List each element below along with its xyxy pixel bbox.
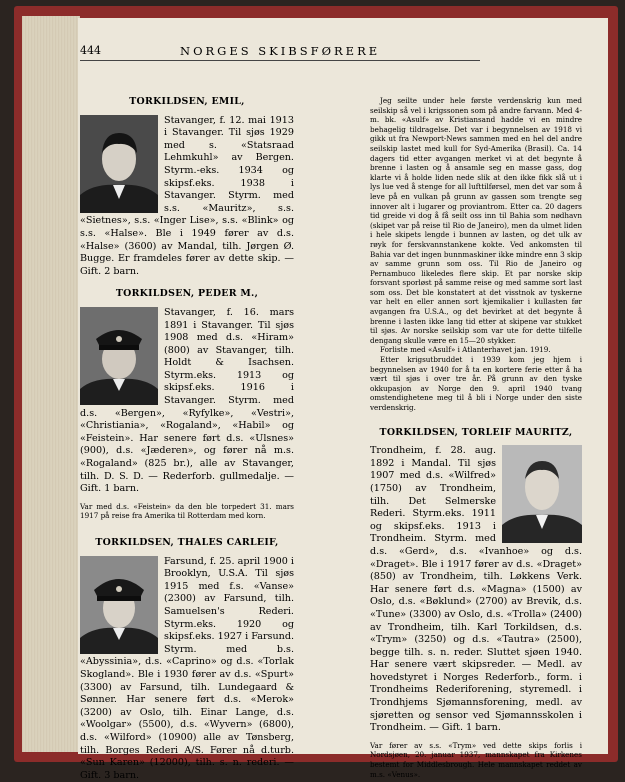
page-edges [22, 16, 80, 752]
entry-text: Farsund, f. 25. april 1900 i Brooklyn, U.S.A. Til sjøs 1915 med f.s. «Vanse» (2300) av Farsund, tilh. Samuelsen's Rederi. Styrm.eks. 1920 og skipsf.eks. 1927 i Farsund. Styrm. med b.s. «Abyssinia», d.s. «Caprino» og d.s. «Torlak Skogland». Ble i 1930 fører av d.s. «Spurt» (3300) av Farsund, tilh. Lundegaard & Sønner. Har senere ført d.s. «Merok» (3200) av Oslo, tilh. Einar Lange, d.s. «Woolgar» (5500), d.s. «Wyvern» (6800), d.s. «Wilford» (10900) alle av Tønsberg, tilh. Borges Rederi A/S. Fører nå d.turb. «Sun Karen» (12000), tilh. s. n. rederi. — Gift. 3 barn. [80, 555, 295, 781]
entry-name: TORKILDSEN, PEDER M., [115, 288, 259, 300]
entry-text: Trondheim, f. 28. aug. 1892 i Mandal. Til sjøs 1907 med d.s. «Wilfred» (1750) av Trondheim, tilh. Det Selmerske Rederi. Styrm.eks. 1911 og skipsf.eks. 1913 i Trondheim. Styrm. med d.s. «Gerd», d.s. «Ivanhoe» og d.s. «Draget». Ble i 1917 fører av d.s. «Draget» (850) av Trondheim, tilh. Løkkens Verk. Har senere ført d.s. «Magna» (1500) av Oslo, d.s. «Bøklund» (2700) av Brevik, d.s. «Tune» (3300) av Oslo, d.s. «Trolla» (2400) av Trondheim, tilh. Karl Torkildsen, d.s. «Trym» (3250) og d.s. «Tautra» (2500), begge tilh. s. n. reder. Sluttet sjøen 1940. Har senere vært skipsreder. — Medl. av hovedstyret i Norges Rederforb., form. i Trondheims Rederiforening, styremedl. i Trondhjems Sjømannsforening, medl. av sjøretten og sensor ved Sjømannsskolen i Trondheim. — Gift. 1 barn. [370, 445, 582, 734]
continuation-paragraph: Forliste med «Asulf» i Atlanterhavet jan. 1919. [380, 345, 551, 355]
entry-name: TORKILDSEN, TORLEIF MAURITZ, [379, 426, 573, 438]
entry-emil [80, 96, 294, 278]
continuation-paragraph: Jeg seilte under hele første verdenskrig kun med seilskip så vel i krigssonen som på andre farvann. Med 4-m. bk. «Asulf» av Kristiansand hadde vi en mindre behagelig tildragelse. Det var i begynnelsen av 1918 vi gikk ut fra Newport-News sammen med en hel del andre seilskip lastet med kull for Syd-Amerika (Brasil). Ca. 14 dagers tid etter avgangen merket vi at det begynte å brenne i lasten og å ansamle seg en masse gass, dog klarte vi å holde liden nede slik at den ikke fikk slå ut i lys lue ved å stenge for all lufttilførsel, men det var som å leve på en vulkan på grunn av gassen som trengte seg innover alt i lugarer og proviantrom. Etter ca. 20 dagers tid greide vi dog å få seilt oss inn til Bahia som nødhavn (skipet var på reise til Rio de Janeiro), men da ulmet liden i hele skipets lengde i bunnen av lasten, og det ulk av røyk for ferskvannstankene kokte. Ved ankomsten til Bahia var det ingen bunnmaskiner ikke mindre enn 3 skip av samme grunn som oss. Til Rio de Janeiro og Pernambuco likeledes flere skip. Et par norske skip forsvant sporløst på samme reise og med samme sort last som oss. Det ble konstatert at det visstnok av tyskerne var helt en eller annen sort kjemikalier i kullasten før avgangen fra U.S.A., og det bevirket at det begynte å brenne i lasten ikke lang tid etter at skipene var stukket til sjøs. Av norske seilskip som var ute for dette tilfelle dengang skulle være en 15—20 stykker. [370, 96, 582, 345]
continuation-paragraph: Etter krigsutbruddet i 1939 kom jeg hjem i begynnelsen av 1940 for å ta en kortere ferie etter å ha vært til sjøs i over tre år. På grunn av den tyske okkupasjon av Norge den 9. april 1940 tvang omstendighetene meg til å bli i Norge under den siste verdenskrig. [370, 355, 582, 412]
portrait-photo-icon [502, 445, 582, 543]
portrait-photo-captain-cap-icon [80, 307, 158, 405]
entry-name: TORKILDSEN, EMIL, [129, 96, 245, 107]
running-title: NORGES SKIBSFØRERE [180, 44, 381, 58]
left-column [80, 92, 294, 782]
right-column [370, 96, 582, 779]
page-number: 444 [80, 44, 101, 57]
entry-note: Var med d.s. «Feistein» da den ble torpedert 31. mars 1917 på reise fra Amerika til Rotterdam med korn. [80, 501, 294, 521]
entry-name: TORKILDSEN, THALES CARLEIF, [95, 537, 279, 548]
portrait-photo-captain-cap-icon [80, 556, 158, 654]
page-header [80, 44, 480, 61]
entry-note: Var fører av s.s. «Trym» ved dette skips forlis i Nordsjøen, 20. januar 1937, mannskapet fra Kirkenes bestemt for Middlesbrough. Hele mannskapet reddet av m.s. «Venus». [370, 740, 582, 779]
portrait-photo-icon [80, 115, 158, 213]
entry-torleif [370, 427, 582, 780]
entry-peder [80, 288, 294, 521]
entry-thales [80, 537, 294, 782]
entry-text: Stavanger, f. 16. mars 1891 i Stavanger. Til sjøs 1908 med d.s. «Hiram» (800) av Stavanger, tilh. Holdt & Isachsen. Styrm.eks. 1913 og skipsf.eks. 1916 i Stavanger. Styrm. med d.s. «Bergen», «Ryfylke», «Vestri», «Christiania», «Rogaland», «Habil» og «Feistein». Har senere ført d.s. «Ulsnes» (900), d.s. «Jæderen», og fører nå m.s. «Rogaland» (825 br.), alle av Stavanger, tilh. D. S. D. — Rederforb. gullmedalje. — Gift. 1 barn. [80, 306, 294, 495]
entry-text: Stavanger, f. 12. mai 1913 i Stavanger. Til sjøs 1929 med s. «Statsraad Lehmkuhl» av Bergen. Styrm.-eks. 1934 og skipsf.eks. 1938 i Stavanger. Styrm. med s.s. «Mauritz», s.s. «Sietnes», s.s. «Inger Lise», s.s. «Blink» og s.s. «Halse». Ble i 1949 fører av d.s. «Halse» (3600) av Mandal, tilh. Jørgen Ø. Bugge. Er framdeles fører av dette skip. — Gift. 2 barn. [80, 114, 294, 277]
